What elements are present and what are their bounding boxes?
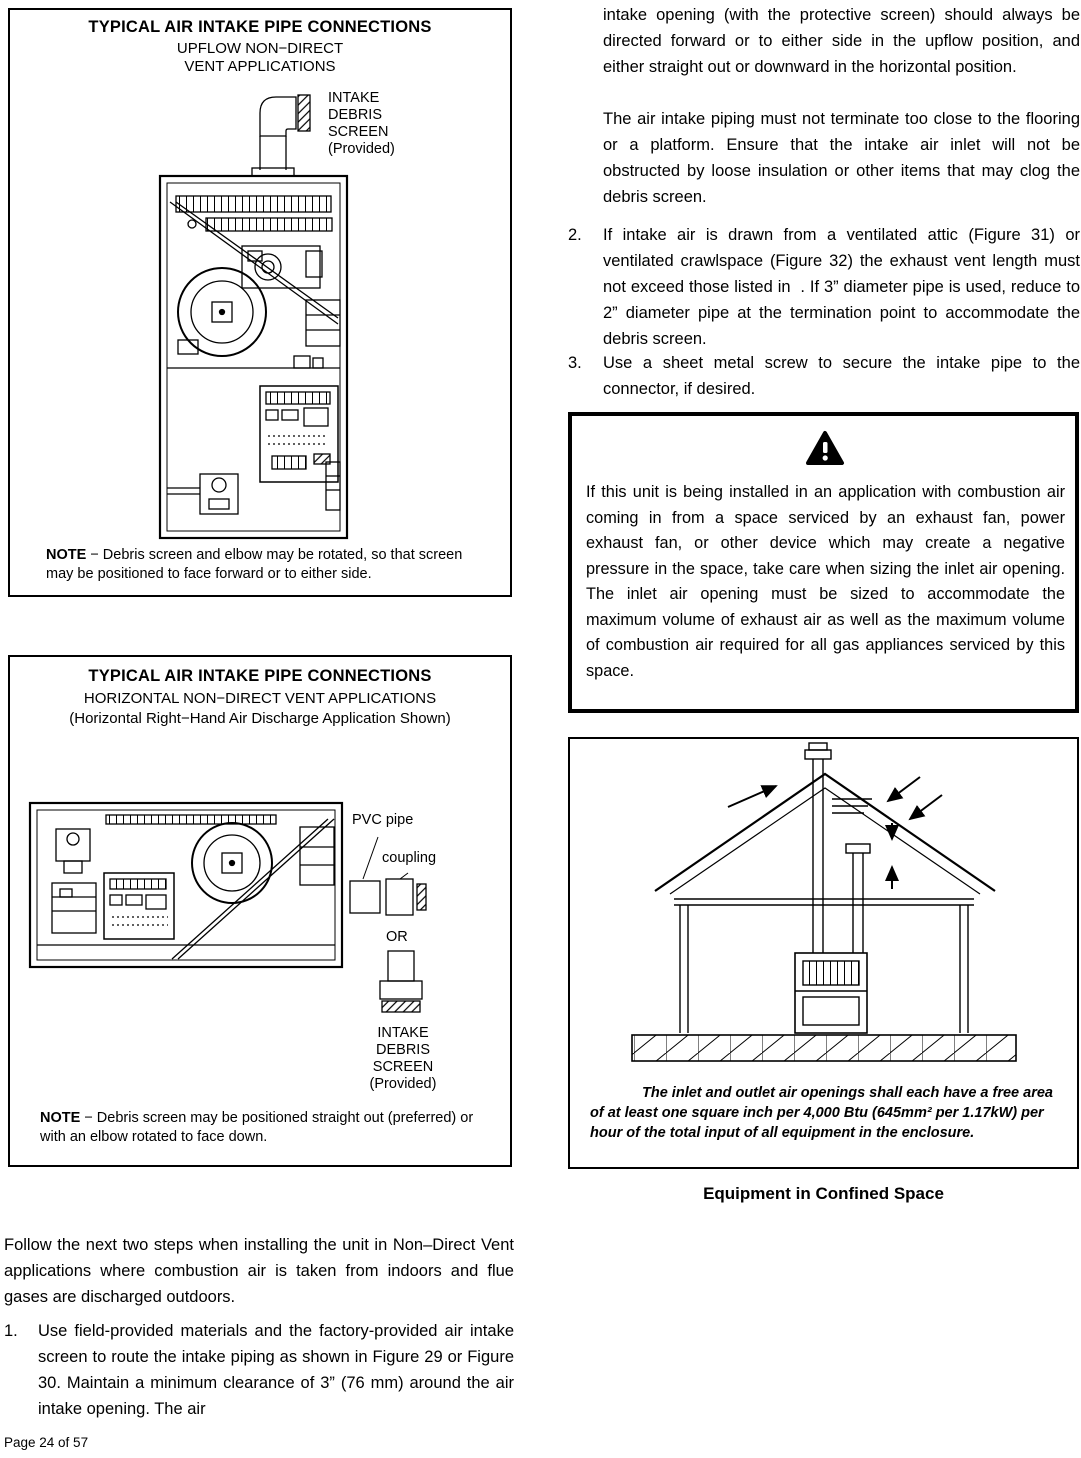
list-item-1: Use field-provided materials and the factory-provided air intake screen to route the intake piping as shown in Figure 29 or Figure 30. Maintain a minimum clearance of 3” (76 mm) around the air intake opening. The air (38, 1322, 514, 1418)
house-structure (632, 774, 1016, 1061)
figure-subtitle: UPFLOW NON−DIRECT (176, 40, 344, 57)
list-item-3: Use a sheet metal screw to secure the intake pipe to the connector, if desired. (603, 354, 1080, 398)
note-label: NOTE (46, 547, 87, 563)
or-label: OR (386, 929, 408, 945)
coupling-label: coupling (382, 850, 437, 866)
pvc-pipe-and-coupling (350, 837, 426, 915)
furnace-cabinet (160, 176, 347, 538)
figure-confined-space (568, 737, 1079, 1169)
figure-title: TYPICAL AIR INTAKE PIPE CONNECTIONS (88, 667, 432, 685)
figure-title: TYPICAL AIR INTAKE PIPE CONNECTIONS (88, 18, 432, 36)
clearance-arrows (728, 777, 942, 889)
intake-debris-screen-label (328, 90, 395, 158)
list-number: 1. (4, 1322, 18, 1340)
figure-note (40, 1109, 488, 1147)
label-line: SCREEN (328, 124, 389, 140)
intake-debris-screen-label (338, 1025, 468, 1093)
note-label: NOTE (40, 1110, 81, 1126)
note-text: − Debris screen may be positioned straight out (preferred) or with an elbow rotated to face down. (40, 1110, 474, 1145)
label-line: SCREEN (372, 1059, 434, 1075)
air-intake-piping-paragraph: The air intake piping must not terminate too close to the flooring or a platform. Ensure that the intake air inlet will not be obstructed by loose insulation or other items that may clog the debris screen. (603, 110, 1080, 206)
warning-text: If this unit is being installed in an application with combustion air coming in from a space serviced by an exhaust fan, power exhaust fan, or other device which may create a negative pressure in the space, take care when sizing the inlet air opening. The inlet air opening must be sized to accommodate the maximum volume of exhaust air as well as the maximum volume of combustion air required for all gas appliances serviced by this space. (586, 483, 1065, 680)
figure-horizontal-intake-connections (8, 655, 512, 1167)
figure-subtitle: VENT APPLICATIONS (184, 58, 336, 75)
furnace-and-pipes (795, 743, 870, 1033)
furnace-cabinet (30, 803, 342, 967)
confined-space-figure-title: Equipment in Confined Space (703, 1184, 944, 1203)
label-line: (Provided) (369, 1076, 437, 1092)
figure-subtitle: HORIZONTAL NON−DIRECT VENT APPLICATIONS (83, 690, 437, 707)
figure-subtitle: (Horizontal Right−Hand Air Discharge Application Shown) (69, 710, 451, 727)
label-line: INTAKE (377, 1025, 429, 1041)
note-text: − Debris screen and elbow may be rotated, so that screen may be positioned to face forward or to either side. (46, 547, 463, 582)
figure-upflow-intake-connections (8, 8, 512, 597)
confined-space-house-diagram (570, 741, 1077, 1079)
continuation-paragraph: intake opening (with the protective screen) should always be directed forward or to either side in the upflow position, and either straight out or downward in the horizontal position. (603, 6, 1080, 76)
warning-icon (805, 430, 845, 468)
figure-note (46, 546, 478, 584)
pvc-pipe-label: PVC pipe (352, 812, 414, 828)
label-line: INTAKE (328, 90, 380, 106)
list-number: 2. (568, 226, 582, 244)
list-number: 3. (568, 354, 582, 372)
intake-elbow-and-screen (252, 95, 310, 176)
label-line: DEBRIS (328, 107, 382, 123)
upflow-furnace-diagram (10, 10, 510, 595)
label-line: (Provided) (328, 141, 395, 157)
label-line: DEBRIS (376, 1042, 430, 1058)
intake-elbow-and-screen (380, 951, 422, 1012)
intro-paragraph: Follow the next two steps when installing the unit in Non–Direct Vent applications where combustion air is taken from indoors and flue gases are discharged outdoors. (4, 1236, 514, 1306)
page-number: Page 24 of 57 (4, 1435, 89, 1450)
warning-box (568, 412, 1079, 713)
confined-space-caption: The inlet and outlet air openings shall each have a free area of at least one square inch per 4,000 Btu (645mm² per 1.17kW) per hour of the total input of all equipment in the enclosure. (590, 1085, 1053, 1141)
list-item-2: If intake air is drawn from a ventilated attic (Figure 31) or ventilated crawlspace (Figure 32) the exhaust vent length must not exceed those listed in . If 3” diameter pipe is used, reduce to 2” diameter pipe at the termination point to accommodate the debris screen. (603, 226, 1080, 348)
